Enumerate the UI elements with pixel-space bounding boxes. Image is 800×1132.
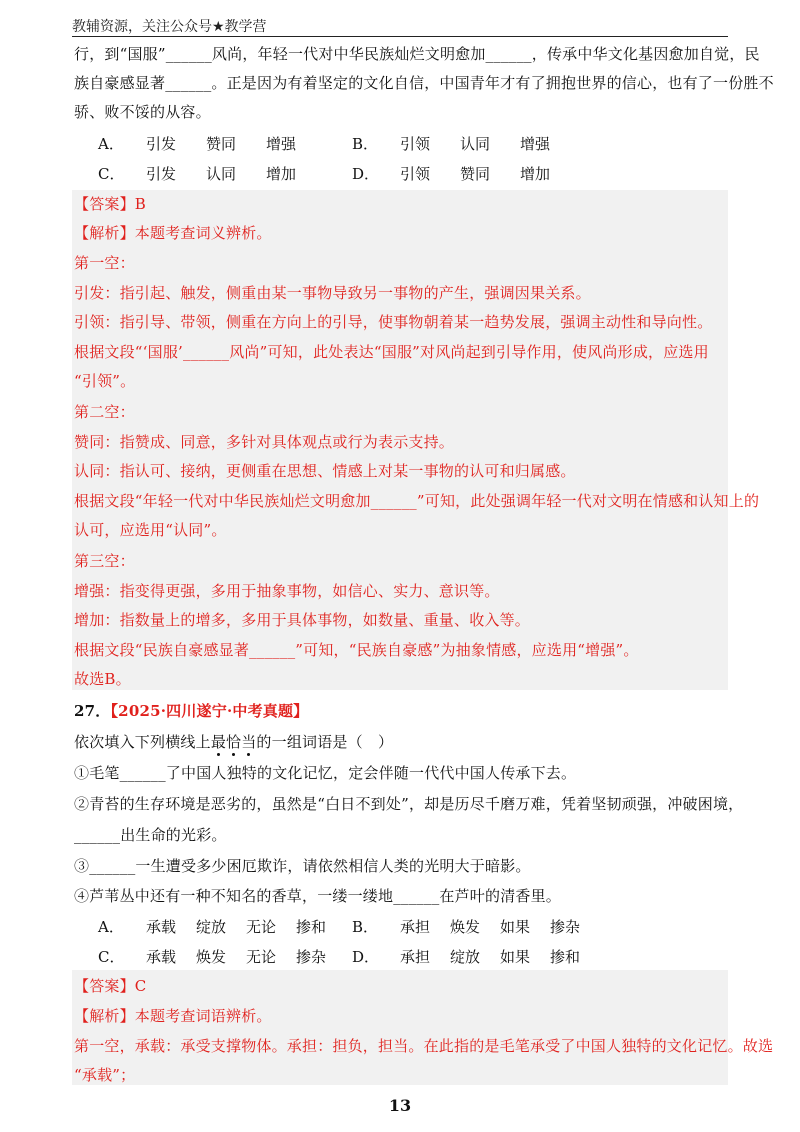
q26-analysis-line: 第一空： bbox=[74, 254, 135, 272]
q27-option-a[interactable]: A． 承载 绽放 无论 掺和 bbox=[98, 918, 327, 936]
q26-passage-line: 族自豪感显著______。正是因为有着坚定的文化自信，中国青年才有了拥抱世界的信心，也有了一份胜不 bbox=[74, 74, 774, 92]
emphasis-char: 恰 bbox=[226, 733, 242, 751]
q27-analysis-line: 第一空，承载：承受支撑物体。承担：担负，担当。在此指的是毛笔承受了中国人独特的文化记忆。故选 bbox=[74, 1037, 774, 1055]
q26-analysis-line: 第三空： bbox=[74, 552, 135, 570]
emphasis-char: 最 bbox=[210, 733, 227, 751]
q26-option-a[interactable]: A． 引发 赞同 增强 bbox=[98, 135, 297, 153]
q26-passage-line: 骄、败不馁的从容。 bbox=[74, 103, 211, 121]
q26-analysis-line: 赞同：指赞成、同意，多针对具体观点或行为表示支持。 bbox=[74, 433, 455, 451]
q26-option-b[interactable]: B． 引领 认同 增强 bbox=[352, 135, 551, 153]
q26-analysis-line: 第二空： bbox=[74, 403, 135, 421]
q27-stem: 依次填入下列横线上最恰当的一组词语是（ ） bbox=[74, 733, 394, 751]
q26-analysis-line: 引发：指引起、触发，侧重由某一事物导致另一事物的产生，强调因果关系。 bbox=[74, 284, 591, 302]
q26-option-d[interactable]: D． 引领 赞同 增加 bbox=[352, 165, 551, 183]
q26-analysis-line: 根据文段“年轻一代对中华民族灿烂文明愈加______”可知，此处强调年轻一代对文明在情感和认知上的 bbox=[74, 492, 760, 510]
q27-sentence: ③______一生遭受多少困厄欺诈，请依然相信人类的光明大于暗影。 bbox=[74, 857, 531, 875]
q26-option-c[interactable]: C． 引发 认同 增加 bbox=[98, 165, 297, 183]
q27-option-c[interactable]: C． 承载 焕发 无论 掺杂 bbox=[98, 948, 327, 966]
emphasis-char: 当 bbox=[241, 733, 257, 751]
page-number: 13 bbox=[388, 1096, 412, 1115]
q27-sentence: ④芦苇丛中还有一种不知名的香草，一缕一缕地______在芦叶的清香里。 bbox=[74, 887, 562, 905]
q26-passage-line: 行，到“国服”______风尚，年轻一代对中华民族灿烂文明愈加______，传承中华文化基因愈加自觉，民 bbox=[74, 45, 760, 63]
q27-sentence: ______出生命的光彩。 bbox=[74, 826, 227, 844]
q27-header bbox=[74, 700, 734, 721]
q26-analysis-line: 根据文段“‘国服’______风尚”可知，此处表达“国服”对风尚起到引导作用，使风尚形成，应选用 bbox=[74, 343, 709, 361]
q26-analysis-line: 认可，应选用“认同”。 bbox=[74, 521, 227, 539]
question-source: 【2025·四川遂宁·中考真题】 bbox=[110, 702, 309, 720]
q26-analysis-line: 根据文段“民族自豪感显著______”可知，“民族自豪感”为抽象情感，应选用“增强”。 bbox=[74, 641, 639, 659]
question-number: 27． bbox=[74, 702, 111, 720]
q27-sentence: ①毛笔______了中国人独特的文化记忆，定会伴随一代代中国人传承下去。 bbox=[74, 764, 577, 782]
q27-option-d[interactable]: D． 承担 绽放 如果 掺和 bbox=[352, 948, 581, 966]
q27-analysis-line: 【解析】本题考查词语辨析。 bbox=[74, 1007, 272, 1025]
q27-sentence: ②青苔的生存环境是恶劣的，虽然是“白日不到处”，却是历尽千磨万难，凭着坚韧顽强，冲破困境， bbox=[74, 795, 744, 813]
q27-analysis-line: “承载”； bbox=[74, 1066, 136, 1084]
header-text: 教辅资源，关注公众号★教学营 bbox=[72, 19, 267, 35]
q26-analysis-line: 【解析】本题考查词义辨析。 bbox=[74, 224, 272, 242]
q26-analysis-line: 增加：指数量上的增多，多用于具体事物，如数量、重量、收入等。 bbox=[74, 611, 531, 629]
page-header bbox=[72, 14, 728, 37]
q27-answer: 【答案】C bbox=[74, 977, 147, 995]
q26-analysis-line: “引领”。 bbox=[74, 372, 136, 390]
q26-analysis-line: 认同：指认可、接纳，更侧重在思想、情感上对某一事物的认可和归属感。 bbox=[74, 462, 576, 480]
q26-answer: 【答案】B bbox=[74, 195, 147, 213]
q26-analysis-line: 增强：指变得更强，多用于抽象事物，如信心、实力、意识等。 bbox=[74, 582, 500, 600]
q27-option-b[interactable]: B． 承担 焕发 如果 掺杂 bbox=[352, 918, 581, 936]
q26-analysis-line: 引领：指引导、带领，侧重在方向上的引导，使事物朝着某一趋势发展，强调主动性和导向性。 bbox=[74, 313, 713, 331]
q26-analysis-line: 故选B。 bbox=[74, 670, 131, 688]
